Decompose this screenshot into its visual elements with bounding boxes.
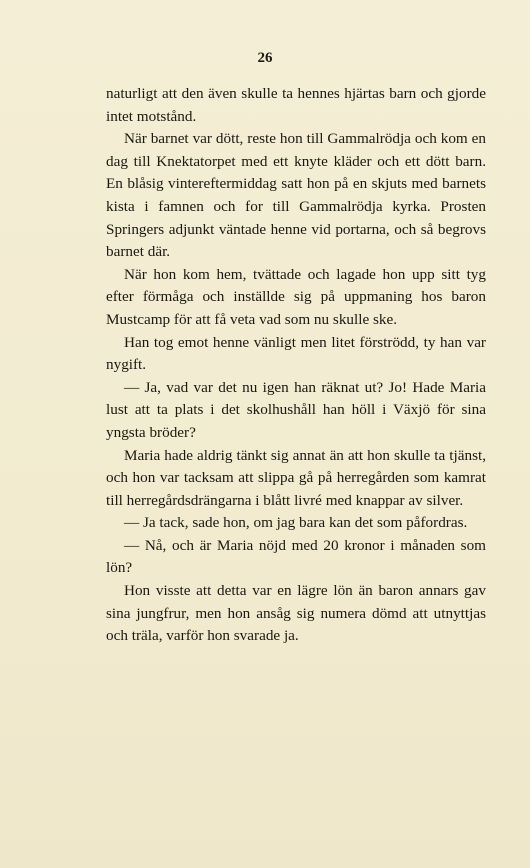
paragraph: — Ja tack, sade hon, om jag bara kan det som påfordras. [124,514,468,532]
paragraph: Maria hade aldrig tänkt sig annat än att hon skulle ta tjänst, och hon var tacksam att slippa gå på herregården som kamrat till herregårdsdrängarna i blått livré med knappar av silver. [106,446,486,509]
paragraph: När barnet var dött, reste hon till Gammalrödja och kom en dag till Knektatorpet med ett knyte kläder och ett dött barn. En blåsig vintereftermiddag satt hon på en skjuts med barnets kista i famnen och for till Gammalrödja kyrka. Prosten Springers adjunkt väntade henne vid portarna, och så begrovs barnet där. [106,130,486,261]
paragraph: Hon visste att detta var en lägre lön än baron annars gav sina jungfrur, men hon ansåg sig numera dömd att utnyttjas och träla, varför hon svarade ja. [106,582,486,645]
paragraph: — Nå, och är Maria nöjd med 20 kronor i månaden som lön? [106,536,486,577]
paragraph: Han tog emot henne vänligt men litet förströdd, ty han var nygift. [106,333,486,374]
paragraph: När hon kom hem, tvättade och lagade hon upp sitt tyg efter förmåga och inställde sig på uppmaning hos baron Mustcamp för att få veta vad som nu skulle ske. [106,265,486,328]
paragraph: naturligt att den även skulle ta hennes hjärtas barn och gjorde intet motstånd. [106,85,486,125]
body-text [106,83,486,648]
paragraph: — Ja, vad var det nu igen han räknat ut? Jo! Hade Maria lust att ta plats i det skolhushåll han höll i Växjö för sina yngsta bröder? [106,378,486,441]
page-number: 26 [257,50,273,66]
